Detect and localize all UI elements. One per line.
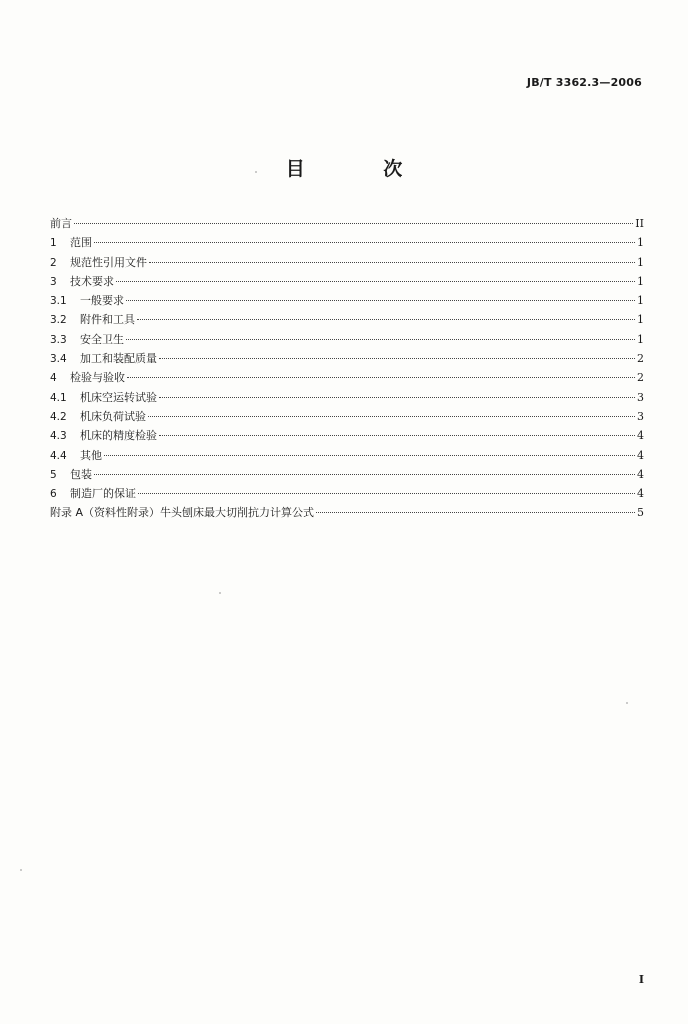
toc-entry-number: 4.3 bbox=[50, 430, 67, 443]
toc-entry-page: 1 bbox=[637, 313, 644, 327]
scan-speck bbox=[219, 592, 221, 594]
toc-leader-dots bbox=[126, 339, 635, 340]
toc-entry-page: 4 bbox=[637, 429, 644, 443]
toc-entry-page: 5 bbox=[637, 506, 644, 520]
toc-entry-label: 附录 A（资料性附录）牛头刨床最大切削抗力计算公式 bbox=[50, 506, 315, 520]
toc-entry[interactable] bbox=[50, 272, 644, 291]
toc-entry-number: 3 bbox=[50, 275, 57, 288]
toc-leader-dots bbox=[149, 262, 635, 263]
toc-entry[interactable] bbox=[50, 349, 644, 368]
toc-entry-page: 1 bbox=[637, 274, 644, 288]
toc-entry-label: 机床的精度检验 bbox=[80, 429, 157, 443]
toc-entry-number: 5 bbox=[50, 468, 57, 481]
toc-entry-number: 4.1 bbox=[50, 391, 67, 404]
toc-entry-page: 1 bbox=[637, 332, 644, 346]
toc-entry-number: 3.1 bbox=[50, 295, 67, 308]
toc-leader-dots bbox=[94, 242, 635, 243]
toc-entry-label: 一般要求 bbox=[80, 294, 124, 308]
toc-entry[interactable] bbox=[50, 233, 644, 252]
toc-entry-label: 包装 bbox=[70, 467, 92, 481]
toc-entry-number: 3.2 bbox=[50, 314, 67, 327]
toc-leader-dots bbox=[74, 223, 633, 224]
toc-entry-label: 范围 bbox=[70, 236, 92, 250]
toc-leader-dots bbox=[159, 435, 635, 436]
toc-entry-number: 3.4 bbox=[50, 353, 67, 366]
toc-leader-dots bbox=[159, 358, 635, 359]
toc-entry[interactable] bbox=[50, 388, 644, 407]
toc-entry-page: II bbox=[635, 217, 644, 230]
toc-entry-page: 1 bbox=[637, 236, 644, 250]
toc-entry-label: 机床空运转试验 bbox=[80, 390, 157, 404]
toc-entry-page: 3 bbox=[637, 390, 644, 404]
toc-entry-page: 2 bbox=[637, 371, 644, 385]
toc-title: 目 次 bbox=[285, 158, 439, 180]
toc-entry-label: 技术要求 bbox=[70, 274, 114, 288]
toc-entry[interactable] bbox=[50, 253, 644, 272]
toc-leader-dots bbox=[126, 300, 635, 301]
toc-entry[interactable] bbox=[50, 484, 644, 503]
toc-leader-dots bbox=[148, 416, 635, 417]
toc-entry-number: 4.4 bbox=[50, 449, 67, 462]
toc-entry[interactable] bbox=[50, 465, 644, 484]
scan-speck bbox=[626, 702, 628, 704]
toc-entry-number: 1 bbox=[50, 237, 57, 250]
toc-entry[interactable] bbox=[50, 407, 644, 426]
standard-code: JB/T 3362.3—2006 bbox=[526, 76, 642, 89]
toc-entry-number: 6 bbox=[50, 488, 57, 501]
page-number: I bbox=[638, 973, 644, 986]
toc-entry[interactable] bbox=[50, 291, 644, 310]
toc-entry[interactable] bbox=[50, 503, 644, 522]
table-of-contents bbox=[50, 214, 644, 523]
toc-entry-page: 4 bbox=[637, 487, 644, 501]
toc-leader-dots bbox=[159, 397, 635, 398]
scan-speck bbox=[20, 869, 22, 871]
toc-leader-dots bbox=[316, 512, 635, 513]
scan-speck bbox=[255, 171, 257, 173]
toc-entry-label: 规范性引用文件 bbox=[70, 255, 147, 269]
toc-entry-page: 4 bbox=[637, 467, 644, 481]
toc-leader-dots bbox=[138, 493, 635, 494]
toc-entry[interactable] bbox=[50, 368, 644, 387]
toc-entry-label: 制造厂的保证 bbox=[70, 487, 136, 501]
toc-leader-dots bbox=[127, 377, 635, 378]
toc-entry-number: 4.2 bbox=[50, 410, 67, 423]
toc-entry-label: 机床负荷试验 bbox=[80, 409, 146, 423]
toc-leader-dots bbox=[94, 474, 635, 475]
toc-entry-label: 前言 bbox=[50, 217, 72, 230]
toc-entry-page: 2 bbox=[637, 352, 644, 366]
toc-entry-page: 1 bbox=[637, 294, 644, 308]
toc-entry-label: 检验与验收 bbox=[70, 371, 125, 385]
toc-entry-label: 附件和工具 bbox=[80, 313, 135, 327]
toc-entry[interactable] bbox=[50, 446, 644, 465]
toc-entry-number: 2 bbox=[50, 256, 57, 269]
toc-leader-dots bbox=[137, 319, 635, 320]
toc-entry[interactable] bbox=[50, 214, 644, 233]
toc-entry-page: 4 bbox=[637, 448, 644, 462]
toc-entry-number: 3.3 bbox=[50, 333, 67, 346]
toc-entry[interactable] bbox=[50, 310, 644, 329]
toc-entry[interactable] bbox=[50, 426, 644, 445]
toc-entry-page: 3 bbox=[637, 409, 644, 423]
toc-leader-dots bbox=[116, 281, 635, 282]
toc-entry[interactable] bbox=[50, 330, 644, 349]
toc-entry-label: 安全卫生 bbox=[80, 332, 124, 346]
toc-entry-label: 加工和装配质量 bbox=[80, 352, 157, 366]
toc-leader-dots bbox=[104, 455, 635, 456]
toc-entry-number: 4 bbox=[50, 372, 57, 385]
toc-entry-label: 其他 bbox=[80, 448, 102, 462]
toc-entry-page: 1 bbox=[637, 255, 644, 269]
